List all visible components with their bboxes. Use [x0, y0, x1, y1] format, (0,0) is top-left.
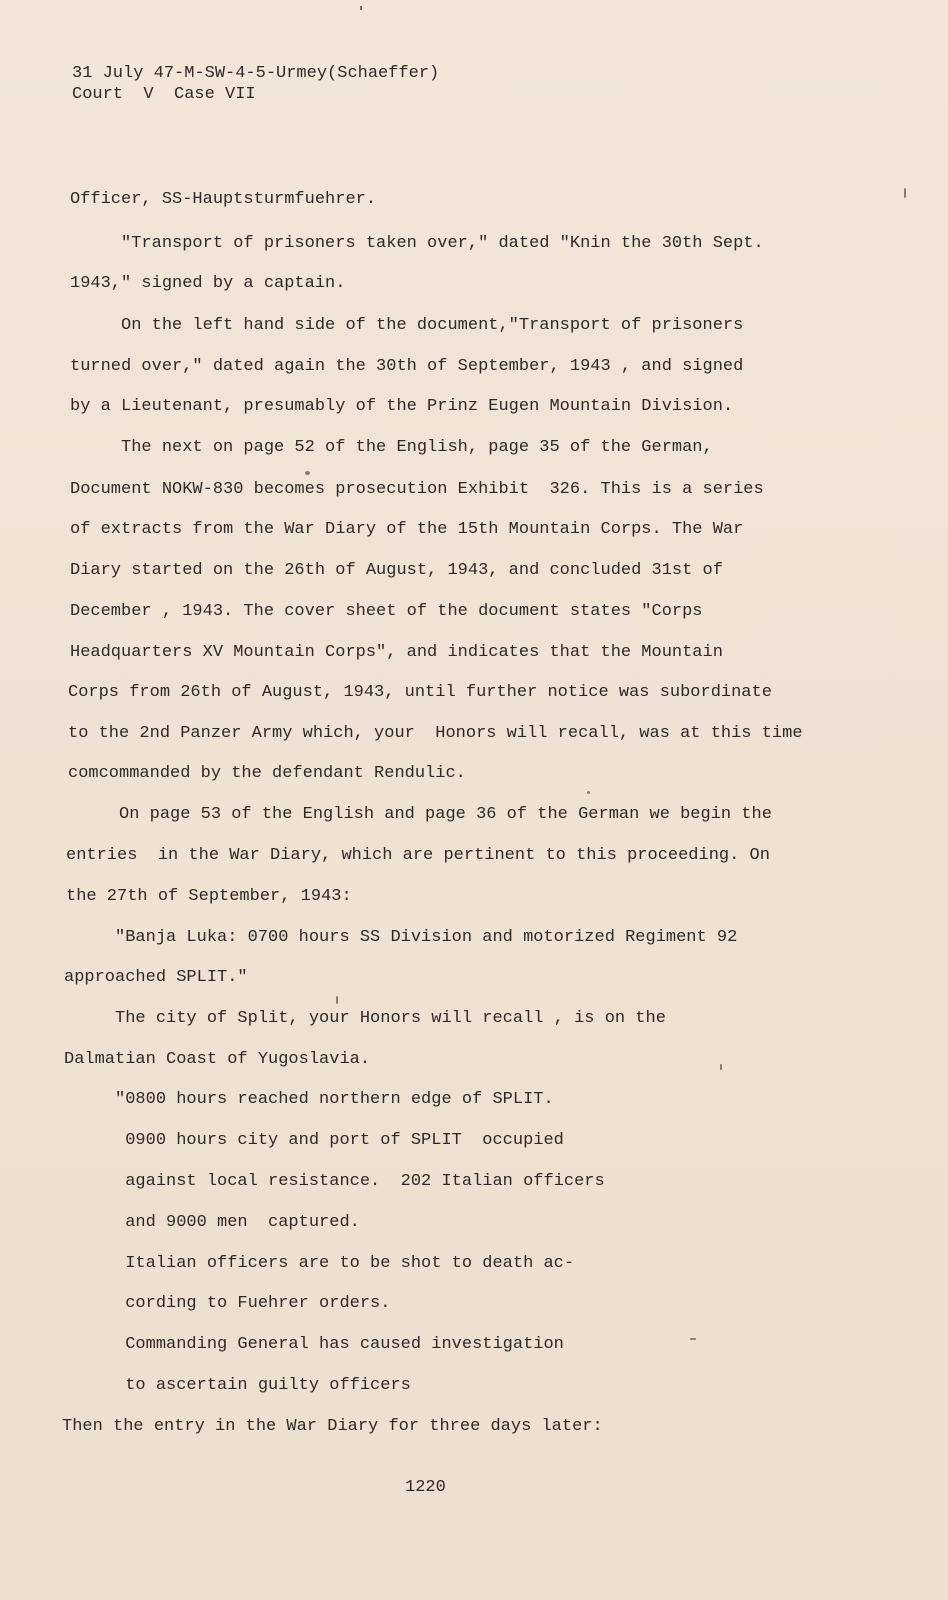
body-line: cording to Fuehrer orders. [64, 1294, 391, 1313]
body-line: December , 1943. The cover sheet of the document states "Corps [70, 602, 703, 621]
body-line: Then the entry in the War Diary for three days later: [62, 1417, 603, 1436]
body-line: "Transport of prisoners taken over," dated "Knin the 30th Sept. [70, 234, 764, 253]
body-line: Corps from 26th of August, 1943, until further notice was subordinate [68, 683, 772, 702]
body-line: against local resistance. 202 Italian officers [64, 1172, 605, 1191]
body-line: to ascertain guilty officers [64, 1376, 411, 1395]
body-line: of extracts from the War Diary of the 15th Mountain Corps. The War [70, 520, 744, 539]
paper-mark [360, 6, 362, 10]
paper-speck [336, 996, 338, 1004]
body-line: the 27th of September, 1943: [66, 887, 352, 906]
body-line: turned over," dated again the 30th of September, 1943 , and signed [70, 357, 744, 376]
body-line: On page 53 of the English and page 36 of the German we begin the [68, 805, 772, 824]
paper-speck [305, 471, 310, 475]
body-line: entries in the War Diary, which are pertinent to this proceeding. On [66, 846, 770, 865]
body-line: 0900 hours city and port of SPLIT occupied [64, 1131, 564, 1150]
body-line: Commanding General has caused investigation [64, 1335, 564, 1354]
paper-speck [690, 1338, 696, 1340]
body-line: On the left hand side of the document,"Transport of prisoners [70, 316, 744, 335]
body-line: Diary started on the 26th of August, 1943, and concluded 31st of [70, 561, 723, 580]
body-line: "0800 hours reached northern edge of SPLIT. [64, 1090, 554, 1109]
body-line: 1943," signed by a captain. [70, 274, 346, 293]
body-line: comcommanded by the defendant Rendulic. [68, 764, 466, 783]
body-line: Headquarters XV Mountain Corps", and indicates that the Mountain [70, 643, 723, 662]
paper-speck [904, 188, 906, 198]
body-line: Document NOKW-830 becomes prosecution Exhibit 326. This is a series [70, 480, 764, 499]
body-line: and 9000 men captured. [64, 1213, 360, 1232]
body-line: to the 2nd Panzer Army which, your Honors will recall, was at this time [68, 724, 803, 743]
page-number: 1220 [405, 1478, 446, 1497]
body-line: The city of Split, your Honors will recall , is on the [64, 1009, 666, 1028]
header-line-1: 31 July 47-M-SW-4-5-Urmey(Schaeffer) [72, 64, 440, 83]
body-line: Dalmatian Coast of Yugoslavia. [64, 1050, 371, 1069]
header-line-2: Court V Case VII [72, 85, 256, 104]
body-line: approached SPLIT." [64, 968, 248, 987]
body-line: by a Lieutenant, presumably of the Prinz Eugen Mountain Division. [70, 397, 734, 416]
body-line: Italian officers are to be shot to death ac- [64, 1254, 575, 1273]
paper-speck [720, 1064, 722, 1070]
body-line: Officer, SS-Hauptsturmfuehrer. [70, 190, 377, 209]
body-line: The next on page 52 of the English, page 35 of the German, [70, 438, 713, 457]
paper-speck [587, 791, 590, 794]
body-line: "Banja Luka: 0700 hours SS Division and motorized Regiment 92 [64, 928, 738, 947]
